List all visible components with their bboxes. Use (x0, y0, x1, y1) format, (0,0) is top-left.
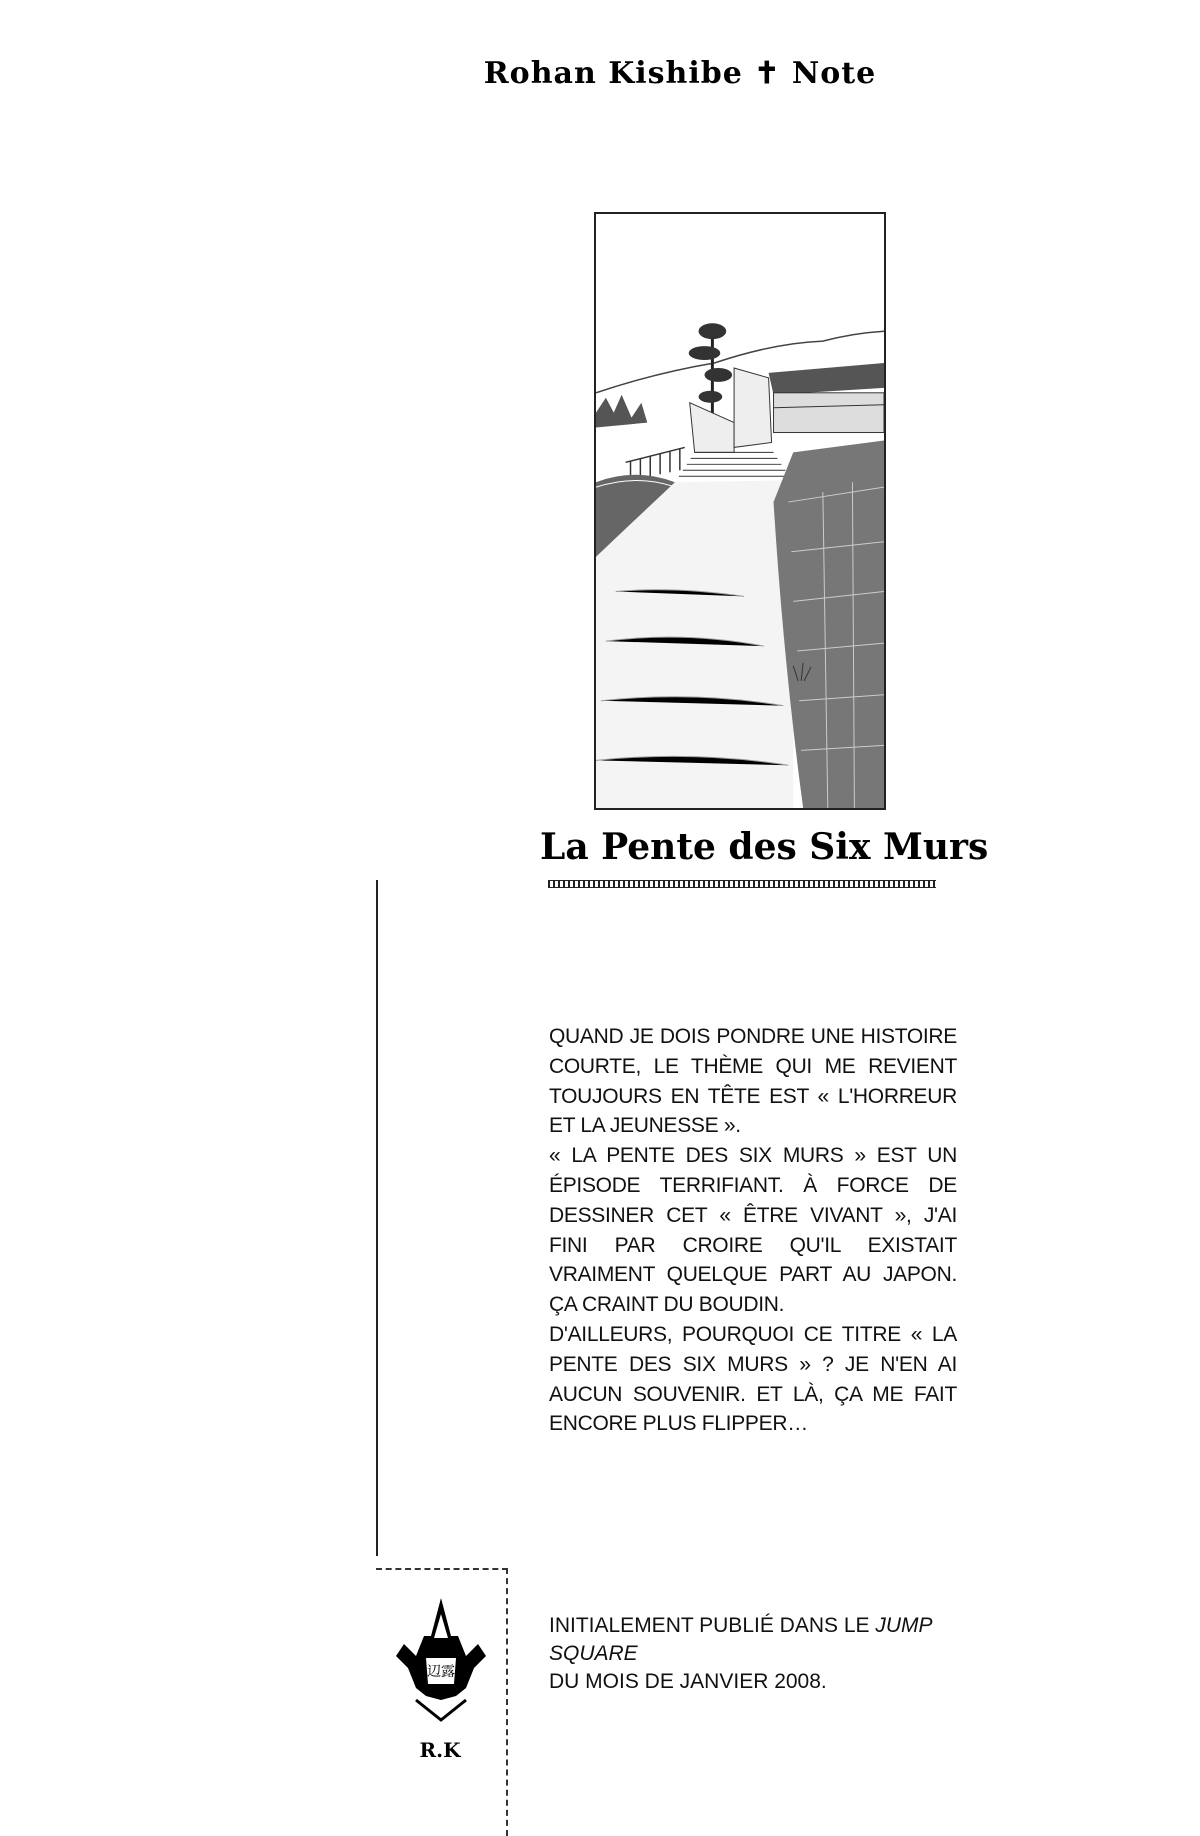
seal-initials: R.K (419, 1738, 461, 1762)
publication-note-prefix: INITIALEMENT PUBLIÉ DANS LE (549, 1614, 876, 1637)
crest-glyphs: 岸辺露伴 (413, 1664, 469, 1680)
story-title: La Pente des Six Murs (540, 826, 989, 868)
rk-crest-icon (396, 1596, 486, 1726)
page-header-title: Rohan Kishibe ✝ Note (483, 56, 877, 91)
paragraph-1: QUAND JE DOIS PONDRE UNE HISTOIRE COURTE, LE THÈME QUI ME REVIENT TOUJOURS EN TÊTE EST « L'HORREUR ET LA JEUNESSE ». (549, 1025, 957, 1138)
paragraph-2: « LA PENTE DES SIX MURS » EST UN ÉPISODE TERRIFIANT. À FORCE DE DESSINER CET « ÊTRE VIVANT », J'AI FINI PAR CROIRE QU'IL EXISTAIT VRAIMENT QUELQUE PART AU JAPON. ÇA CRAINT DU BOUDIN. (549, 1144, 957, 1317)
magazine-name: JUMP SQUARE (549, 1614, 932, 1665)
paragraph-3: D'AILLEURS, POURQUOI CE TITRE « LA PENTE DES SIX MURS » ? JE N'EN AI AUCUN SOUVENIR. ET LÀ, ÇA ME FAIT ENCORE PLUS FLIPPER… (549, 1322, 957, 1436)
title-underline (548, 880, 936, 888)
landscape-illustration (594, 212, 886, 810)
author-note-text (549, 1022, 957, 1439)
vertical-divider (376, 880, 378, 1556)
publication-note (549, 1612, 969, 1696)
publication-note-date: DU MOIS DE JANVIER 2008. (549, 1670, 827, 1693)
